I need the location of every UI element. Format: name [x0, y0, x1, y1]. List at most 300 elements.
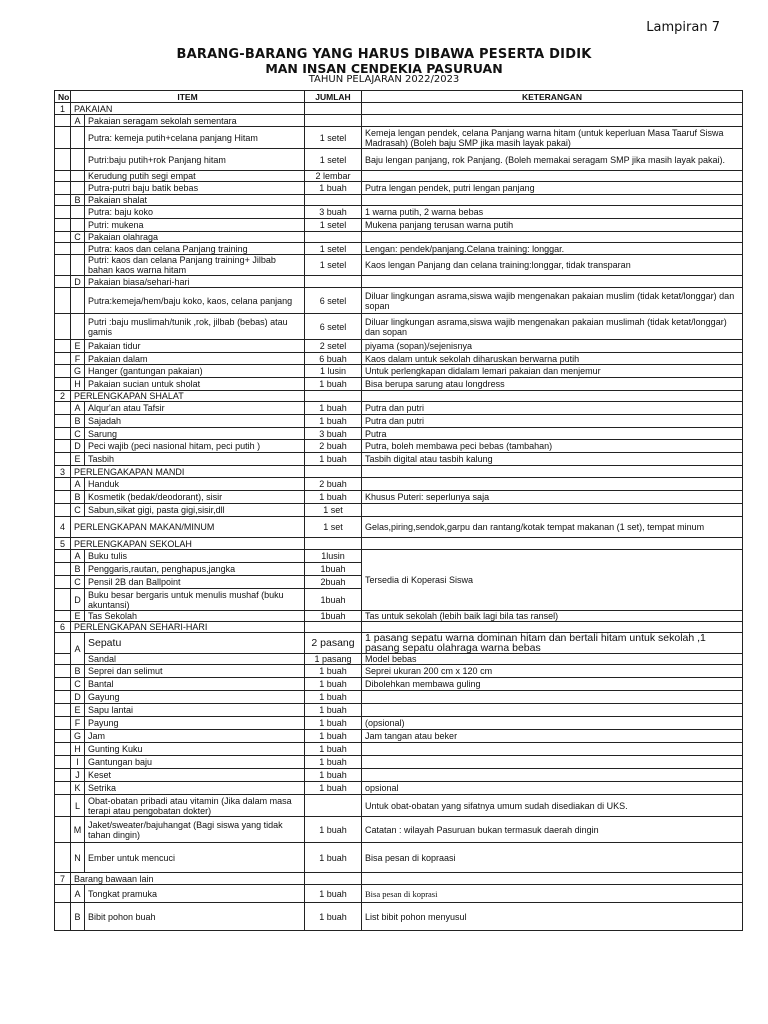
cell-letter: B: [71, 665, 85, 678]
cell-no: [55, 654, 71, 665]
cell-letter: H: [71, 743, 85, 756]
cell-keterangan: List bibit pohon menyusul: [362, 903, 743, 931]
table-row: [55, 678, 743, 691]
cell-item: Putri: kaos dan celana Panjang training+ Jilbab bahan kaos warna hitam: [85, 255, 305, 276]
document-title: BARANG-BARANG YANG HARUS DIBAWA PESERTA DIDIK: [176, 47, 592, 62]
cell-no: [55, 678, 71, 691]
cell-jumlah: 1 setel: [305, 127, 362, 149]
cell-letter: D: [71, 276, 85, 288]
cell-no: [55, 633, 71, 654]
cell-no: [55, 717, 71, 730]
cell-keterangan: Jam tangan atau beker: [362, 730, 743, 743]
cell-keterangan: [362, 103, 743, 115]
header-keterangan: KETERANGAN: [362, 91, 743, 103]
cell-keterangan: [362, 504, 743, 517]
cell-letter: I: [71, 756, 85, 769]
table-row: [55, 365, 743, 378]
cell-letter: F: [71, 717, 85, 730]
table-row: [55, 704, 743, 717]
cell-jumlah: [305, 195, 362, 206]
appendix-label: Lampiran 7: [646, 20, 720, 35]
cell-no: [55, 550, 71, 563]
cell-keterangan: [362, 115, 743, 127]
cell-letter: [71, 255, 85, 276]
cell-letter: M: [71, 817, 85, 843]
table-row: [55, 795, 743, 817]
cell-jumlah: 2 buah: [305, 478, 362, 491]
cell-item: Payung: [85, 717, 305, 730]
cell-jumlah: 1 set: [305, 517, 362, 538]
table-row: [55, 415, 743, 428]
table-row: [55, 717, 743, 730]
cell-section-title: PERLENGKAPAN SHALAT: [71, 391, 305, 402]
cell-keterangan: Bisa pesan di koprasi: [362, 885, 743, 903]
cell-item: Putri:baju putih+rok Panjang hitam: [85, 149, 305, 171]
cell-item: Putri :baju muslimah/tunik ,rok, jilbab (bebas) atau gamis: [85, 314, 305, 340]
cell-item: Tasbih: [85, 453, 305, 466]
cell-jumlah: 2buah: [305, 576, 362, 589]
cell-no: [55, 115, 71, 127]
cell-jumlah: 1 buah: [305, 769, 362, 782]
cell-keterangan: Catatan : wilayah Pasuruan bukan termasuk daerah dingin: [362, 817, 743, 843]
cell-no: [55, 743, 71, 756]
document-header: [0, 48, 768, 85]
cell-letter: B: [71, 491, 85, 504]
cell-item: Sandal: [85, 654, 305, 665]
cell-item: Sajadah: [85, 415, 305, 428]
cell-keterangan: Tas untuk sekolah (lebih baik lagi bila tas ransel): [362, 611, 743, 622]
table-row: [55, 633, 743, 654]
cell-jumlah: [305, 538, 362, 550]
header-jumlah: JUMLAH: [305, 91, 362, 103]
school-name: MAN INSAN CENDEKIA PASURUAN: [265, 60, 503, 76]
cell-jumlah: 1buah: [305, 611, 362, 622]
cell-jumlah: 1buah: [305, 563, 362, 576]
table-row: [55, 885, 743, 903]
cell-no: [55, 843, 71, 873]
cell-item: Sapu lantai: [85, 704, 305, 717]
cell-jumlah: [305, 115, 362, 127]
cell-no: [55, 691, 71, 704]
cell-jumlah: 1 setel: [305, 149, 362, 171]
cell-no: [55, 127, 71, 149]
cell-keterangan: [362, 769, 743, 782]
table-row: [55, 743, 743, 756]
cell-letter: B: [71, 563, 85, 576]
cell-no: 7: [55, 873, 71, 885]
cell-jumlah: 1 buah: [305, 491, 362, 504]
cell-item: Sabun,sikat gigi, pasta gigi,sisir,dll: [85, 504, 305, 517]
cell-jumlah: 6 setel: [305, 288, 362, 314]
cell-jumlah: [305, 103, 362, 115]
cell-jumlah: 1 pasang: [305, 654, 362, 665]
cell-item: Tas Sekolah: [85, 611, 305, 622]
cell-letter: G: [71, 730, 85, 743]
cell-keterangan: Lengan: pendek/panjang.Celana training: longgar.: [362, 243, 743, 255]
table-row: [55, 353, 743, 365]
cell-section-title: PERLENGAKAPAN MANDI: [71, 466, 305, 478]
header-no: No: [55, 91, 71, 103]
cell-keterangan: [362, 756, 743, 769]
table-row: [55, 491, 743, 504]
item-table: [54, 90, 743, 931]
cell-item: Kosmetik (bedak/deodorant), sisir: [85, 491, 305, 504]
cell-letter: A: [71, 478, 85, 491]
cell-item: Jam: [85, 730, 305, 743]
cell-no: [55, 232, 71, 243]
cell-item: Gunting Kuku: [85, 743, 305, 756]
cell-letter: [71, 243, 85, 255]
table-row: [55, 288, 743, 314]
cell-keterangan: Tasbih digital atau tasbih kalung: [362, 453, 743, 466]
cell-letter: G: [71, 365, 85, 378]
cell-jumlah: 2 setel: [305, 340, 362, 353]
table-row: [55, 817, 743, 843]
cell-jumlah: 1buah: [305, 589, 362, 611]
cell-keterangan: Tersedia di Koperasi Siswa: [362, 550, 743, 611]
cell-letter: E: [71, 611, 85, 622]
cell-item: Seprei dan selimut: [85, 665, 305, 678]
cell-keterangan: Putra dan putri: [362, 402, 743, 415]
cell-jumlah: 1 buah: [305, 182, 362, 195]
cell-keterangan: Untuk perlengkapan didalam lemari pakaian dan menjemur: [362, 365, 743, 378]
cell-letter: A: [71, 550, 85, 563]
cell-no: [55, 769, 71, 782]
cell-letter: [71, 219, 85, 232]
table-row: [55, 550, 743, 563]
cell-jumlah: 1 set: [305, 504, 362, 517]
cell-no: [55, 402, 71, 415]
cell-jumlah: 1 setel: [305, 243, 362, 255]
cell-jumlah: 1 buah: [305, 415, 362, 428]
cell-item: Buku besar bergaris untuk menulis mushaf (buku akuntansi): [85, 589, 305, 611]
cell-letter: [71, 288, 85, 314]
cell-no: [55, 182, 71, 195]
cell-item: Putra: kemeja putih+celana panjang Hitam: [85, 127, 305, 149]
cell-no: [55, 756, 71, 769]
cell-keterangan: Baju lengan panjang, rok Panjang. (Boleh memakai seragam SMP jika masih layak pakai).: [362, 149, 743, 171]
cell-jumlah: 2 lembar: [305, 171, 362, 182]
cell-letter: A: [71, 115, 85, 127]
cell-jumlah: 3 buah: [305, 428, 362, 440]
cell-keterangan: [362, 873, 743, 885]
table-row: [55, 440, 743, 453]
cell-no: [55, 795, 71, 817]
cell-keterangan: [362, 538, 743, 550]
cell-letter: [71, 127, 85, 149]
cell-keterangan: [362, 195, 743, 206]
cell-item: Putra-putri baju batik bebas: [85, 182, 305, 195]
cell-jumlah: 1 buah: [305, 885, 362, 903]
section-row: [55, 103, 743, 115]
table-row: [55, 255, 743, 276]
cell-no: [55, 288, 71, 314]
cell-no: 1: [55, 103, 71, 115]
section-row: [55, 538, 743, 550]
cell-no: [55, 149, 71, 171]
table-row: [55, 115, 743, 127]
cell-letter: E: [71, 704, 85, 717]
cell-keterangan: Putra: [362, 428, 743, 440]
cell-keterangan: Diluar lingkungan asrama,siswa wajib mengenakan pakaian muslim (tidak ketat/longgar) dan sopan: [362, 288, 743, 314]
cell-no: [55, 453, 71, 466]
cell-item: Jaket/sweater/bajuhangat (Bagi siswa yang tidak tahan dingin): [85, 817, 305, 843]
cell-letter: B: [71, 195, 85, 206]
table-row: [55, 730, 743, 743]
cell-jumlah: 1 buah: [305, 730, 362, 743]
cell-item: Pakaian biasa/sehari-hari: [85, 276, 305, 288]
table-row: [55, 340, 743, 353]
cell-no: [55, 340, 71, 353]
cell-item: Sarung: [85, 428, 305, 440]
cell-keterangan: (opsional): [362, 717, 743, 730]
cell-item: Pakaian olahraga: [85, 232, 305, 243]
cell-keterangan: [362, 232, 743, 243]
cell-letter: C: [71, 428, 85, 440]
cell-jumlah: 2 pasang: [305, 633, 362, 654]
cell-item: Obat-obatan pribadi atau vitamin (Jika dalam masa terapi atau pengobatan dokter): [85, 795, 305, 817]
cell-jumlah: 1 buah: [305, 743, 362, 756]
cell-letter: A: [71, 402, 85, 415]
cell-item: Putri: mukena: [85, 219, 305, 232]
cell-jumlah: 1 buah: [305, 378, 362, 391]
cell-keterangan: Putra dan putri: [362, 415, 743, 428]
cell-item: Putra: baju koko: [85, 206, 305, 219]
cell-no: [55, 314, 71, 340]
cell-item: Ember untuk mencuci: [85, 843, 305, 873]
table-row: [55, 478, 743, 491]
cell-section-title: Barang bawaan lain: [71, 873, 305, 885]
cell-letter: C: [71, 678, 85, 691]
cell-jumlah: [305, 795, 362, 817]
cell-no: [55, 255, 71, 276]
cell-no: [55, 365, 71, 378]
cell-item: Pakaian seragam sekolah sementara: [85, 115, 305, 127]
table-row: [55, 654, 743, 665]
cell-item: Putra:kemeja/hem/baju koko, kaos, celana panjang: [85, 288, 305, 314]
cell-letter: [71, 171, 85, 182]
table-row: [55, 206, 743, 219]
table-row: [55, 782, 743, 795]
cell-no: [55, 219, 71, 232]
cell-jumlah: 6 setel: [305, 314, 362, 340]
table-row: [55, 243, 743, 255]
table-row: [55, 182, 743, 195]
cell-no: [55, 704, 71, 717]
table-row: [55, 276, 743, 288]
cell-keterangan: [362, 743, 743, 756]
cell-keterangan: [362, 276, 743, 288]
table-row: [55, 314, 743, 340]
cell-no: 6: [55, 622, 71, 633]
table-row: [55, 428, 743, 440]
cell-letter: B: [71, 415, 85, 428]
cell-letter: C: [71, 504, 85, 517]
table-row: [55, 402, 743, 415]
cell-item: Pakaian dalam: [85, 353, 305, 365]
cell-keterangan: [362, 691, 743, 704]
cell-jumlah: 1 buah: [305, 843, 362, 873]
cell-letter: K: [71, 782, 85, 795]
cell-no: 5: [55, 538, 71, 550]
table-row: [55, 611, 743, 622]
cell-jumlah: [305, 391, 362, 402]
cell-jumlah: 3 buah: [305, 206, 362, 219]
cell-keterangan: opsional: [362, 782, 743, 795]
cell-jumlah: 2 buah: [305, 440, 362, 453]
cell-no: 2: [55, 391, 71, 402]
cell-jumlah: 1 lusin: [305, 365, 362, 378]
cell-no: [55, 576, 71, 589]
table-header-row: [55, 91, 743, 103]
cell-jumlah: 1 buah: [305, 402, 362, 415]
table-row: [55, 453, 743, 466]
cell-keterangan: Mukena panjang terusan warna putih: [362, 219, 743, 232]
cell-no: [55, 817, 71, 843]
cell-letter: C: [71, 232, 85, 243]
cell-letter: L: [71, 795, 85, 817]
cell-item: Bantal: [85, 678, 305, 691]
table-row: [55, 504, 743, 517]
cell-jumlah: 1 buah: [305, 782, 362, 795]
cell-no: [55, 276, 71, 288]
cell-item: Gantungan baju: [85, 756, 305, 769]
academic-year: TAHUN PELAJARAN 2022/2023: [308, 73, 460, 85]
section-row: [55, 391, 743, 402]
cell-jumlah: 1 buah: [305, 717, 362, 730]
cell-no: [55, 243, 71, 255]
cell-item: Buku tulis: [85, 550, 305, 563]
cell-jumlah: 1 buah: [305, 903, 362, 931]
cell-item: Keset: [85, 769, 305, 782]
cell-keterangan: Kaos lengan Panjang dan celana training:longgar, tidak transparan: [362, 255, 743, 276]
table-row: [55, 517, 743, 538]
cell-item: Pakaian shalat: [85, 195, 305, 206]
cell-no: [55, 440, 71, 453]
cell-letter: J: [71, 769, 85, 782]
table-row: [55, 903, 743, 931]
cell-letter: E: [71, 453, 85, 466]
cell-letter: A: [71, 885, 85, 903]
section-row: [55, 466, 743, 478]
cell-letter: [71, 206, 85, 219]
cell-keterangan: Seprei ukuran 200 cm x 120 cm: [362, 665, 743, 678]
cell-no: [55, 491, 71, 504]
cell-no: [55, 611, 71, 622]
table-row: [55, 769, 743, 782]
cell-keterangan: Khusus Puteri: seperlunya saja: [362, 491, 743, 504]
cell-jumlah: 1 buah: [305, 678, 362, 691]
cell-letter: [71, 314, 85, 340]
cell-no: [55, 428, 71, 440]
cell-jumlah: 1 buah: [305, 453, 362, 466]
cell-jumlah: 1 setel: [305, 255, 362, 276]
cell-item: Peci wajib (peci nasional hitam, peci putih ): [85, 440, 305, 453]
cell-keterangan: Bisa pesan di kopraasi: [362, 843, 743, 873]
cell-keterangan: 1 pasang sepatu warna dominan hitam dan bertali hitam untuk sekolah ,1 pasang sepatu olahraga warna bebas: [362, 633, 743, 654]
cell-no: [55, 589, 71, 611]
table-row: [55, 378, 743, 391]
cell-no: [55, 782, 71, 795]
section-row: [55, 622, 743, 633]
cell-keterangan: Putra, boleh membawa peci bebas (tambahan): [362, 440, 743, 453]
table-row: [55, 171, 743, 182]
table-body: [55, 103, 743, 931]
cell-jumlah: 6 buah: [305, 353, 362, 365]
cell-jumlah: 1 buah: [305, 691, 362, 704]
cell-jumlah: 1 buah: [305, 756, 362, 769]
cell-no: [55, 885, 71, 903]
cell-no: [55, 730, 71, 743]
cell-keterangan: [362, 466, 743, 478]
cell-jumlah: 1 setel: [305, 219, 362, 232]
cell-item: Tongkat pramuka: [85, 885, 305, 903]
cell-no: [55, 903, 71, 931]
cell-item: Pensil 2B dan Ballpoint: [85, 576, 305, 589]
cell-no: [55, 206, 71, 219]
cell-item: Pakaian tidur: [85, 340, 305, 353]
cell-keterangan: [362, 478, 743, 491]
cell-keterangan: [362, 391, 743, 402]
cell-item: Setrika: [85, 782, 305, 795]
cell-no: [55, 415, 71, 428]
cell-item: PERLENGKAPAN MAKAN/MINUM: [71, 517, 305, 538]
cell-no: [55, 478, 71, 491]
cell-letter: H: [71, 378, 85, 391]
cell-no: [55, 195, 71, 206]
cell-keterangan: Dibolehkan membawa guling: [362, 678, 743, 691]
cell-letter: D: [71, 691, 85, 704]
cell-section-title: PAKAIAN: [71, 103, 305, 115]
cell-item: Bibit pohon buah: [85, 903, 305, 931]
table-row: [55, 756, 743, 769]
cell-item: Kerudung putih segi empat: [85, 171, 305, 182]
cell-letter: E: [71, 340, 85, 353]
cell-letter: D: [71, 440, 85, 453]
cell-keterangan: 1 warna putih, 2 warna bebas: [362, 206, 743, 219]
cell-letter: B: [71, 903, 85, 931]
cell-no: [55, 563, 71, 576]
cell-no: [55, 353, 71, 365]
cell-keterangan: Kemeja lengan pendek, celana Panjang warna hitam (untuk keperluan Masa Taaruf Siswa Madrasah) (Boleh baju SMP jika masih layak pakai): [362, 127, 743, 149]
cell-keterangan: Diluar lingkungan asrama,siswa wajib mengenakan pakaian muslimah (tidak ketat/longgar) dan sopan: [362, 314, 743, 340]
cell-keterangan: Gelas,piring,sendok,garpu dan rantang/kotak tempat makanan (1 set), tempat minum: [362, 517, 743, 538]
cell-letter: A: [71, 633, 85, 665]
header-item: ITEM: [71, 91, 305, 103]
cell-letter: N: [71, 843, 85, 873]
cell-no: 3: [55, 466, 71, 478]
cell-no: [55, 171, 71, 182]
cell-no: [55, 378, 71, 391]
cell-jumlah: [305, 622, 362, 633]
cell-keterangan: Model bebas: [362, 654, 743, 665]
cell-keterangan: [362, 704, 743, 717]
cell-jumlah: [305, 466, 362, 478]
cell-jumlah: 1 buah: [305, 704, 362, 717]
table-row: [55, 195, 743, 206]
cell-section-title: PERLENGKAPAN SEHARI-HARI: [71, 622, 305, 633]
cell-item: Sepatu: [85, 633, 305, 654]
cell-item: Gayung: [85, 691, 305, 704]
cell-item: Putra: kaos dan celana Panjang training: [85, 243, 305, 255]
cell-keterangan: piyama (sopan)/sejenisnya: [362, 340, 743, 353]
cell-keterangan: Untuk obat-obatan yang sifatnya umum sudah disediakan di UKS.: [362, 795, 743, 817]
section-row: [55, 873, 743, 885]
cell-keterangan: Bisa berupa sarung atau longdress: [362, 378, 743, 391]
cell-section-title: PERLENGKAPAN SEKOLAH: [71, 538, 305, 550]
cell-item: Penggaris,rautan, penghapus,jangka: [85, 563, 305, 576]
cell-item: Hanger (gantungan pakaian): [85, 365, 305, 378]
